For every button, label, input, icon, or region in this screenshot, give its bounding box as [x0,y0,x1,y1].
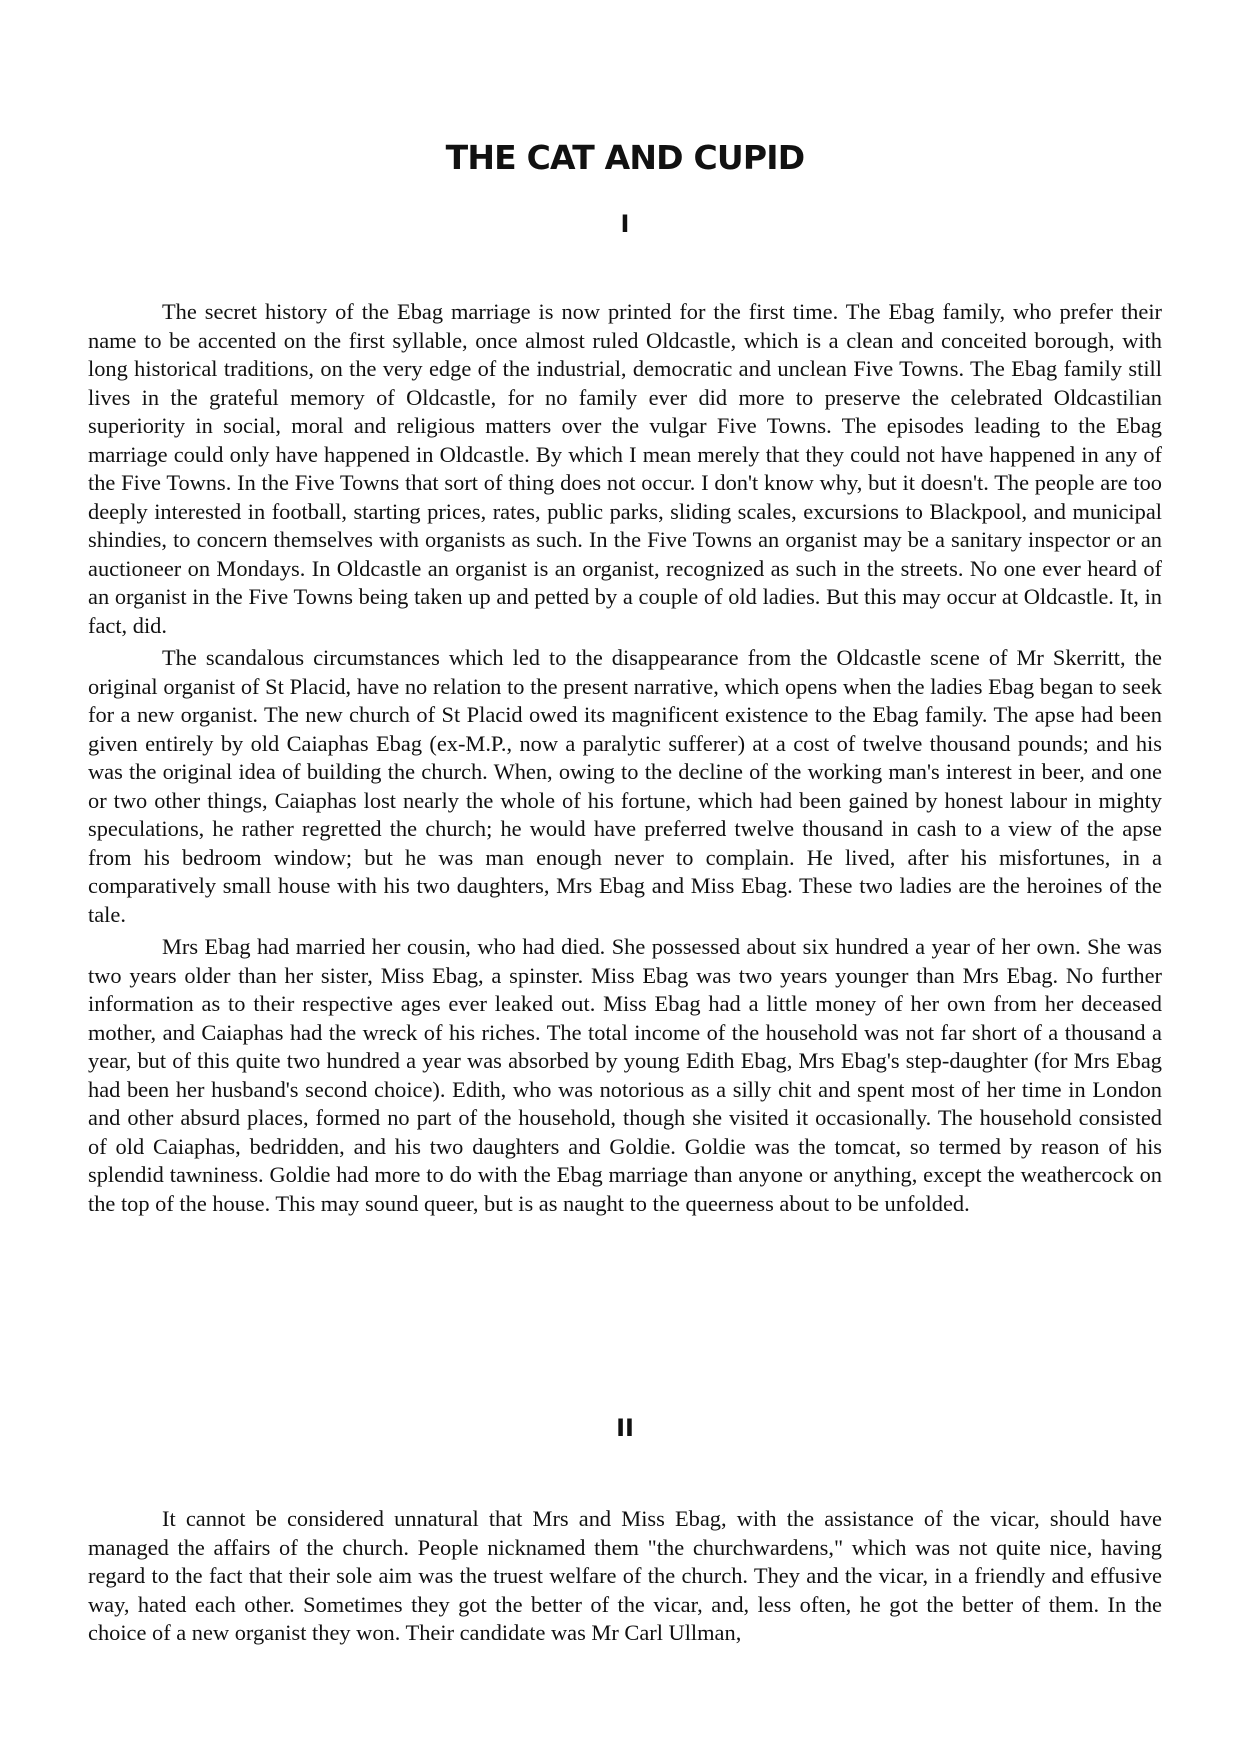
story-title: THE CAT AND CUPID [445,138,805,177]
section-heading-2: II [616,1414,634,1442]
book-page [88,0,1162,1755]
section-heading-1: I [620,210,630,238]
paragraph: The secret history of the Ebag marriage is now printed for the first time. The Ebag family, who prefer their name to be accented on the first syllable, once almost ruled Oldcastle, which is a clean and conceited borough, with long historical traditions, on the very edge of the industrial, democratic and unclean Five Towns. The Ebag family still lives in the grateful memory of Oldcastle, for no family ever did more to preserve the celebrated Oldcastilian superiority in social, moral and religious matters over the vulgar Five Towns. The episodes leading to the Ebag marriage could only have happened in Oldcastle. By which I mean merely that they could not have happened in any of the Five Towns. In the Five Towns that sort of thing does not occur. I don't know why, but it doesn't. The people are too deeply interested in football, starting prices, rates, public parks, sliding scales, excursions to Blackpool, and municipal shindies, to concern themselves with organists as such. In the Five Towns an organist may be a sanitary inspector or an auctioneer on Mondays. In Oldcastle an organist is an organist, recognized as such in the streets. No one ever heard of an organist in the Five Towns being taken up and petted by a couple of old ladies. But this may occur at Oldcastle. It, in fact, did. [88,299,1162,638]
paragraph: It cannot be considered unnatural that Mrs and Miss Ebag, with the assistance of the vicar, should have managed the affairs of the church. People nicknamed them "the churchwardens," which was not quite nice, having regard to the fact that their sole aim was the truest welfare of the church. They and the vicar, in a friendly and effusive way, hated each other. Sometimes they got the better of the vicar, and, less often, he got the better of them. In the choice of a new organist they won. Their candidate was Mr Carl Ullman, [88,1506,1162,1645]
section-2-body [88,1505,1162,1652]
paragraph: The scandalous circumstances which led to the disappearance from the Oldcastle scene of Mr Skerritt, the original organist of St Placid, have no relation to the present narrative, which opens when the ladies Ebag began to seek for a new organist. The new church of St Placid owed its magnificent existence to the Ebag family. The apse had been given entirely by old Caiaphas Ebag (ex-M.P., now a paralytic sufferer) at a cost of twelve thousand pounds; and his was the original idea of building the church. When, owing to the decline of the working man's interest in beer, and one or two other things, Caiaphas lost nearly the whole of his fortune, which had been gained by honest labour in mighty speculations, he rather regretted the church; he would have preferred twelve thousand in cash to a view of the apse from his bedroom window; but he was man enough never to complain. He lived, after his misfortunes, in a comparatively small house with his two daughters, Mrs Ebag and Miss Ebag. These two ladies are the heroines of the tale. [88,645,1162,927]
section-1-body [88,298,1162,1222]
paragraph: Mrs Ebag had married her cousin, who had died. She possessed about six hundred a year of her own. She was two years older than her sister, Miss Ebag, a spinster. Miss Ebag was two years younger than Mrs Ebag. No further information as to their respective ages ever leaked out. Miss Ebag had a little money of her own from her deceased mother, and Caiaphas had the wreck of his riches. The total income of the household was not far short of a thousand a year, but of this quite two hundred a year was absorbed by young Edith Ebag, Mrs Ebag's step-daughter (for Mrs Ebag had been her husband's second choice). Edith, who was notorious as a silly chit and spent most of her time in London and other absurd places, formed no part of the household, though she visited it occasionally. The household consisted of old Caiaphas, bedridden, and his two daughters and Goldie. Goldie was the tomcat, so termed by reason of his splendid tawniness. Goldie had more to do with the Ebag marriage than anyone or anything, except the weathercock on the top of the house. This may sound queer, but is as naught to the queerness about to be unfolded. [88,934,1162,1216]
